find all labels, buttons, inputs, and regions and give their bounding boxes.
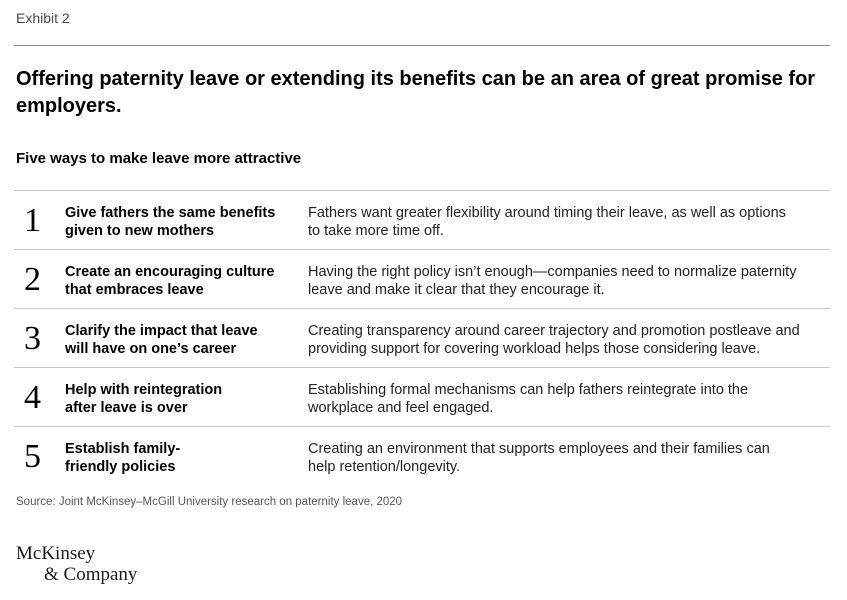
row-description-line: providing support for covering workload helps those considering leave.: [308, 341, 761, 357]
subhead: Five ways to make leave more attractive: [16, 150, 302, 167]
row-number: 3: [24, 320, 41, 357]
row-number: 2: [24, 261, 41, 298]
row-number: 4: [24, 379, 41, 416]
source-note: Source: Joint McKinsey–McGill University research on paternity leave, 2020: [16, 496, 403, 508]
row-number: 1: [24, 202, 41, 239]
row-description-line: to take more time off.: [308, 223, 444, 239]
top-divider: [14, 45, 830, 46]
row-title: [65, 440, 305, 476]
row-description-line: Creating an environment that supports employees and their families can: [308, 441, 770, 457]
ways-table: [14, 190, 830, 485]
table-row: [14, 427, 830, 485]
row-title-line: will have on one’s career: [65, 341, 237, 357]
logo-line-2: & Company: [44, 564, 138, 585]
row-title-line: Give fathers the same benefits: [65, 205, 276, 221]
exhibit-label: Exhibit 2: [16, 10, 70, 26]
row-title: [65, 381, 305, 417]
row-title-line: friendly policies: [65, 459, 176, 475]
row-description-line: Fathers want greater flexibility around timing their leave, as well as options: [308, 205, 786, 221]
row-description-line: leave and make it clear that they encourage it.: [308, 282, 605, 298]
table-row: [14, 368, 830, 427]
row-number: 5: [24, 438, 41, 475]
row-description: [308, 322, 823, 358]
row-description-line: workplace and feel engaged.: [308, 400, 494, 416]
row-title-line: Clarify the impact that leave: [65, 323, 258, 339]
row-title: [65, 204, 305, 240]
row-description-line: Establishing formal mechanisms can help fathers reintegrate into the: [308, 382, 749, 398]
row-title: [65, 263, 305, 299]
row-description: [308, 440, 823, 476]
row-description: [308, 204, 823, 240]
logo-line-1: McKinsey: [16, 543, 96, 564]
table-row: [14, 250, 830, 309]
row-title: [65, 322, 305, 358]
headline: Offering paternity leave or extending its benefits can be an area of great promise for employers.: [16, 68, 816, 117]
table-row: [14, 309, 830, 368]
row-title-line: Help with reintegration: [65, 382, 223, 398]
row-title-line: given to new mothers: [65, 223, 215, 239]
row-title-line: that embraces leave: [65, 282, 204, 298]
row-title-line: Establish family-: [65, 441, 181, 457]
table-row: [14, 191, 830, 250]
mckinsey-logo: [16, 543, 137, 585]
row-description-line: help retention/longevity.: [308, 459, 461, 475]
row-description-line: Having the right policy isn’t enough—companies need to normalize paternity: [308, 264, 797, 280]
row-description: [308, 263, 823, 299]
row-description: [308, 381, 823, 417]
row-description-line: Creating transparency around career trajectory and promotion postleave and: [308, 323, 800, 339]
row-title-line: after leave is over: [65, 400, 188, 416]
row-title-line: Create an encouraging culture: [65, 264, 275, 280]
